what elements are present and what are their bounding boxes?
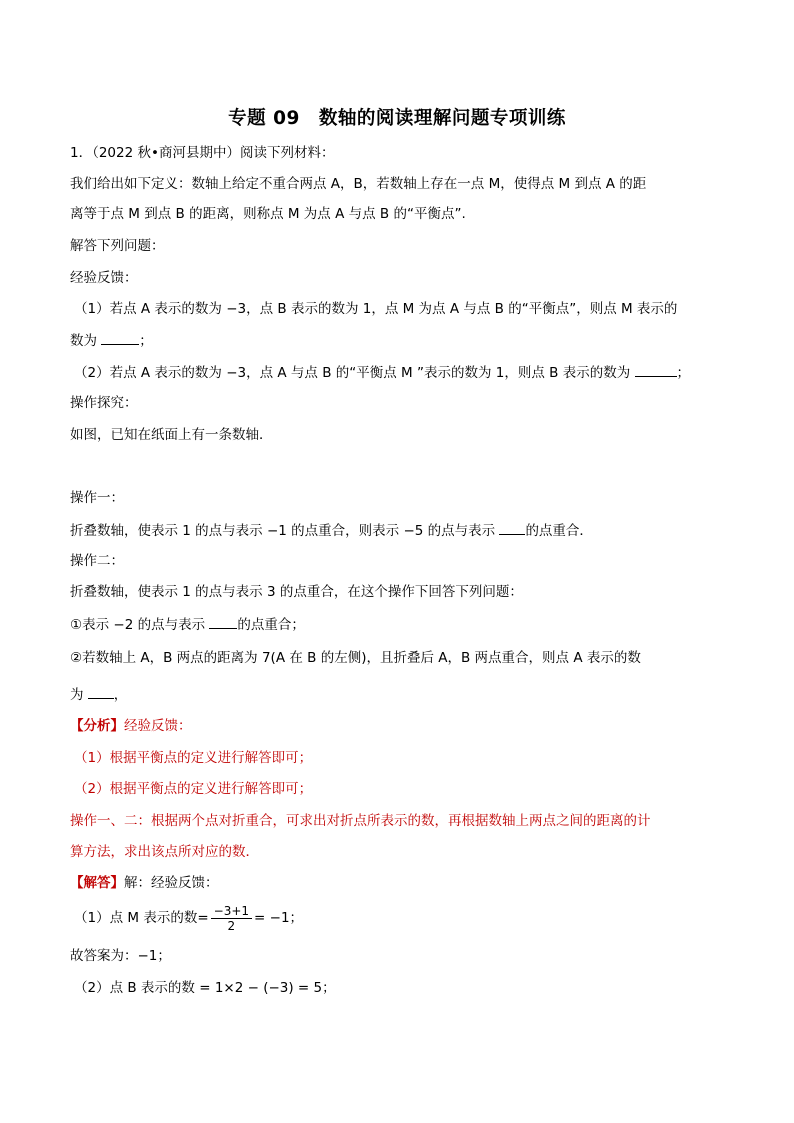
- q1-answer-blank[interactable]: [101, 330, 139, 345]
- analysis-head: 经验反馈：: [124, 718, 192, 734]
- question-1-line-1: （1）若点 A 表示的数为 −3，点 B 表示的数为 1，点 M 为点 A 与点 B 的“平衡点”，则点 M 表示的: [74, 301, 678, 317]
- operation-2-text: 折叠数轴，使表示 1 的点与表示 3 的点重合，在这个操作下回答下列问题：: [70, 584, 523, 600]
- analysis-operation-line-1: 操作一、二：根据两个点对折重合，可求出对折点所表示的数，再根据数轴上两点之间的距离的计: [70, 813, 651, 829]
- operation-2-part-b-line-2: [70, 684, 734, 705]
- op2a-suffix: 的点重合；: [237, 617, 305, 633]
- solution-head: 解：经验反馈：: [124, 875, 219, 891]
- op2b-suffix: ，: [113, 687, 128, 703]
- solution-heading: [70, 873, 734, 893]
- op1-answer-blank[interactable]: [499, 520, 525, 535]
- q2-answer-blank[interactable]: [635, 362, 677, 377]
- operation-1-text: [70, 520, 734, 541]
- op1-suffix: 的点重合．: [525, 523, 593, 539]
- op2a-answer-blank[interactable]: [209, 614, 237, 629]
- question-2: [74, 362, 734, 383]
- definition-line-2: 离等于点 M 到点 B 的距离，则称点 M 为点 A 与点 B 的“平衡点”.: [70, 206, 466, 222]
- definition-line-1: 我们给出如下定义：数轴上给定不重合两点 A，B，若数轴上存在一点 M，使得点 M 到点 A 的距: [70, 176, 647, 192]
- analysis-item-1: （1）根据平衡点的定义进行解答即可；: [74, 750, 313, 766]
- q2-text: （2）若点 A 表示的数为 −3，点 A 与点 B 的“平衡点 M ”表示的数为 1，则点 B 表示的数为: [74, 365, 635, 381]
- explore-text: 如图，已知在纸面上有一条数轴．: [70, 427, 273, 443]
- solution-step-1: [74, 902, 734, 934]
- answer-prompt: 解答下列问题：: [70, 238, 165, 254]
- q1-suffix: ；: [139, 333, 153, 349]
- explore-title: 操作探究：: [70, 395, 138, 411]
- op2b-prefix: 为: [70, 687, 88, 703]
- op2b-answer-blank[interactable]: [88, 684, 114, 699]
- operation-1-title: 操作一：: [70, 490, 124, 506]
- question-1-line-2: [70, 330, 734, 351]
- analysis-item-2: （2）根据平衡点的定义进行解答即可；: [74, 781, 313, 797]
- solution-tag: 【解答】: [70, 875, 124, 891]
- s1-suffix: = −1；: [254, 910, 304, 926]
- fraction-denominator: 2: [227, 918, 236, 933]
- analysis-heading: [70, 716, 734, 736]
- experience-title: 经验反馈：: [70, 270, 138, 286]
- op1-text: 折叠数轴，使表示 1 的点与表示 −1 的点重合，则表示 −5 的点与表示: [70, 523, 500, 539]
- q1-prefix: 数为: [70, 333, 102, 349]
- fraction-numerator: −3+1: [211, 904, 252, 919]
- analysis-tag: 【分析】: [70, 718, 124, 734]
- s1-prefix: （1）点 M 表示的数=: [74, 910, 209, 926]
- q2-suffix: ；: [676, 365, 690, 381]
- op2a-text: ①表示 −2 的点与表示: [70, 617, 210, 633]
- operation-2-part-b-line-1: ②若数轴上 A，B 两点的距离为 7(A 在 B 的左侧)，且折叠后 A，B 两点重合，则点 A 表示的数: [70, 650, 641, 666]
- solution-answer-1: 故答案为：−1；: [70, 948, 171, 964]
- solution-step-2: （2）点 B 表示的数 = 1×2 − (−3) = 5；: [74, 980, 336, 996]
- analysis-operation-line-2: 算方法，求出该点所对应的数．: [70, 844, 259, 860]
- fraction: [211, 904, 252, 933]
- operation-2-part-a: [70, 614, 734, 635]
- question-intro: 1．（2022 秋•商河县期中）阅读下列材料：: [70, 145, 335, 161]
- operation-2-title: 操作二：: [70, 553, 124, 569]
- page-title: 专题 09 数轴的阅读理解问题专项训练: [228, 108, 566, 129]
